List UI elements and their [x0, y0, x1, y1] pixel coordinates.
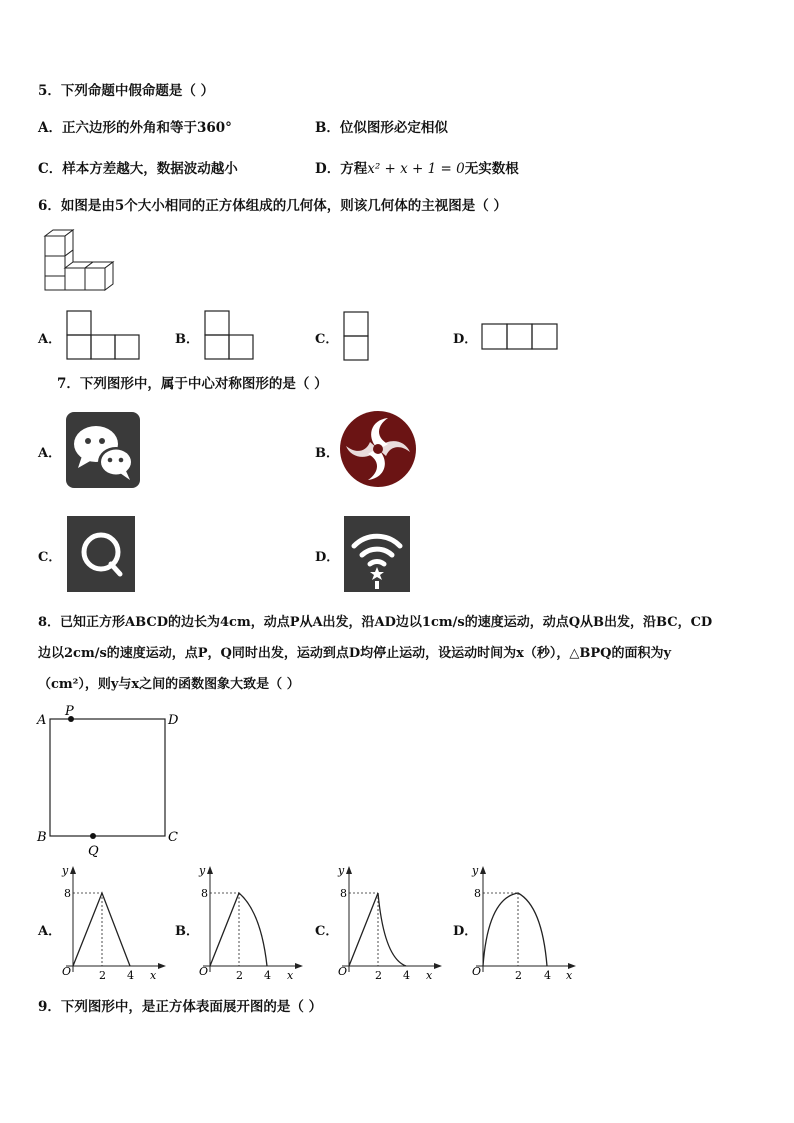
q8-graph-c	[334, 862, 444, 984]
q8-point-p-label: P	[65, 704, 74, 719]
q8-graph-a-y-label: y	[62, 864, 69, 877]
q8-point-c-label: C	[168, 830, 178, 845]
q8-graph-d-x1-label: 2	[515, 969, 522, 982]
q5-stem: 5．下列命题中假命题是（ ）	[38, 83, 215, 99]
q8-label-d: D．	[453, 924, 478, 939]
q8-graph-a-x1-label: 2	[99, 969, 106, 982]
q8-graph-d-origin-label: O	[472, 965, 482, 978]
q8-graph-c-origin-label: O	[338, 965, 348, 978]
q6-option-b-view	[204, 310, 256, 360]
q6-option-c-view	[343, 311, 371, 361]
q8-graph-d	[468, 862, 578, 984]
q8-line-2: 边以2cm/s的速度运动，点P，Q同时出发，运动到点D均停止运动，设运动时间为x（秒），△BPQ的面积为y	[38, 646, 672, 661]
q5-option-d	[315, 160, 519, 178]
q8-label-b: B．	[175, 924, 199, 939]
q6-option-d-view	[481, 323, 559, 350]
q8-graph-c-x2-label: 4	[403, 969, 410, 982]
q7-label-c: C．	[38, 550, 62, 565]
q8-graph-b-x2-label: 4	[264, 969, 271, 982]
q8-graph-a-x-label: x	[150, 969, 157, 982]
q8-graph-d-ymax-label: 8	[474, 887, 481, 900]
q7-label-b: B．	[315, 446, 339, 461]
q5-option-c: C．样本方差越大，数据波动越小	[38, 161, 238, 177]
q6-label-b: B．	[175, 332, 199, 347]
q8-graph-d-x-label: x	[566, 969, 573, 982]
q8-graph-a-ymax-label: 8	[64, 887, 71, 900]
q6-stem: 6．如图是由5个大小相同的正方体组成的几何体，则该几何体的主视图是（ ）	[38, 198, 507, 214]
q8-graph-b-y-label: y	[199, 864, 206, 877]
q6-option-a-view	[66, 310, 140, 360]
q8-line-3: （cm²），则y与x之间的函数图象大致是（ ）	[38, 677, 300, 692]
q7-option-b-phoenix-icon	[336, 408, 420, 490]
q5-option-d-suffix: 无实数根	[464, 161, 519, 177]
q8-label-c: C．	[315, 924, 339, 939]
q8-square-figure	[34, 704, 184, 860]
q7-option-c-search-icon	[65, 514, 137, 594]
q8-graph-a-x2-label: 4	[127, 969, 134, 982]
q7-stem: 7．下列图形中，属于中心对称图形的是（ ）	[57, 376, 328, 392]
q5-equation: x² + x + 1 = 0	[367, 161, 465, 177]
q7-option-a-chat-icon	[64, 410, 142, 490]
q7-label-a: A．	[38, 446, 62, 461]
q8-label-a: A．	[38, 924, 62, 939]
q8-graph-d-x2-label: 4	[544, 969, 551, 982]
q8-graph-c-ymax-label: 8	[340, 887, 347, 900]
q8-graph-b-origin-label: O	[199, 965, 209, 978]
q8-graph-d-y-label: y	[472, 864, 479, 877]
q8-point-d-label: D	[168, 713, 179, 728]
q8-graph-a	[58, 862, 168, 984]
q8-graph-b-x1-label: 2	[236, 969, 243, 982]
q8-point-b-label: B	[37, 830, 47, 845]
q6-label-a: A．	[38, 332, 62, 347]
q5-option-b: B．位似图形必定相似	[315, 120, 448, 136]
q8-line-1: 8．已知正方形ABCD的边长为4cm，动点P从A出发，沿AD边以1cm/s的速度运动，动点Q从B出发，沿BC，CD	[38, 615, 713, 630]
q8-graph-b-ymax-label: 8	[201, 887, 208, 900]
q5-option-d-prefix: D．方程	[315, 161, 368, 177]
q5-option-a: A．正六边形的外角和等于360°	[38, 120, 232, 136]
q8-graph-b-x-label: x	[287, 969, 294, 982]
q8-point-a-label: A	[37, 713, 47, 728]
q8-graph-b	[195, 862, 305, 984]
q6-label-c: C．	[315, 332, 339, 347]
q6-solid-figure	[40, 228, 122, 294]
q8-graph-c-x-label: x	[426, 969, 433, 982]
q8-graph-c-y-label: y	[338, 864, 345, 877]
q7-label-d: D．	[315, 550, 340, 565]
q8-graph-c-x1-label: 2	[375, 969, 382, 982]
q8-point-q-label: Q	[88, 844, 99, 859]
q6-label-d: D．	[453, 332, 478, 347]
q7-option-d-wifi-icon	[342, 514, 412, 594]
q8-graph-a-origin-label: O	[62, 965, 72, 978]
q9-stem: 9．下列图形中，是正方体表面展开图的是（ ）	[38, 999, 323, 1015]
